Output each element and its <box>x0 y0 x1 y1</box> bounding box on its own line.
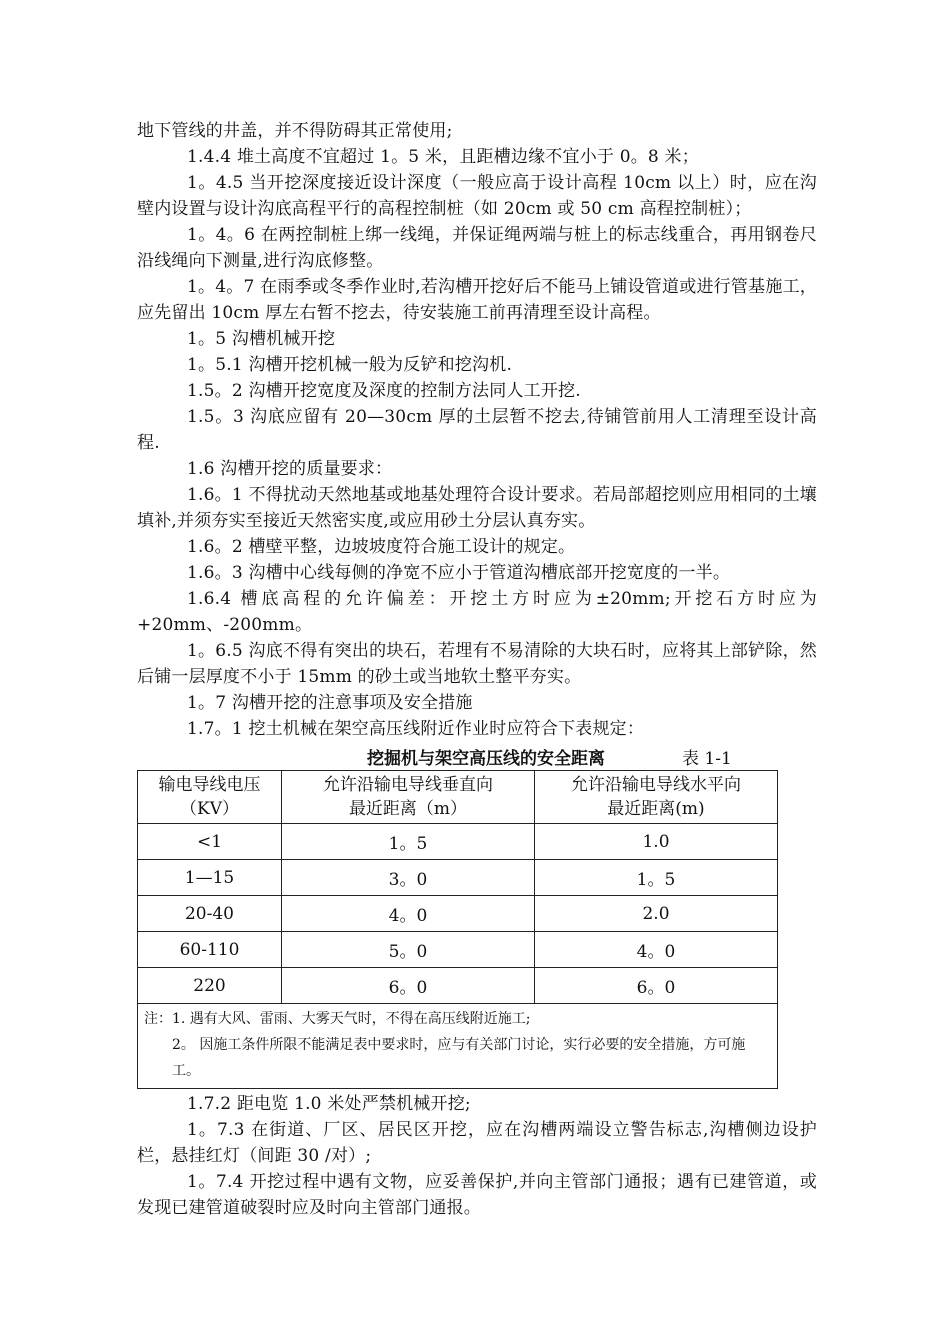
safety-distance-table <box>137 770 778 1089</box>
header-cell-horizontal: 允许沿输电导线水平向 最近距离(m) <box>535 771 778 824</box>
table-notes-row <box>138 1004 778 1089</box>
paragraph: 1。4.5 当开挖深度接近设计深度（一般应高于设计高程 10cm 以上）时，应在沟壁内设置与设计沟底高程平行的高程控制桩（如 20cm 或 50 cm 高程控制桩）； <box>137 173 817 219</box>
paragraph: 1.6。2 槽壁平整，边坡坡度符合施工设计的规定。 <box>187 537 576 557</box>
table-row <box>138 860 778 896</box>
paragraph: 1。4。7 在雨季或冬季作业时,若沟槽开挖好后不能马上铺设管道或进行管基施工，应先留出 10cm 厚左右暂不挖去，待安装施工前再清理至设计高程。 <box>137 277 817 323</box>
table-cell: 3。0 <box>282 860 535 896</box>
table-cell: 20-40 <box>138 896 282 932</box>
table-cell: 60-110 <box>138 932 282 968</box>
table-note: 2。 因施工条件所限不能满足表中要求时，应与有关部门讨论，实行必要的安全措施，方可施工。 <box>172 1037 746 1079</box>
paragraph: 1。7.4 开挖过程中遇有文物，应妥善保护,并向主管部门通报；遇有已建管道，或发现已建管道破裂时应及时向主管部门通报。 <box>137 1172 817 1218</box>
paragraph: 地下管线的井盖，并不得防碍其正常使用; <box>137 121 453 141</box>
table-cell: 220 <box>138 968 282 1004</box>
paragraph: 1.7.2 距电览 1.0 米处严禁机械开挖; <box>187 1094 471 1114</box>
table-cell: 6。0 <box>535 968 778 1004</box>
table-cell: 2.0 <box>535 896 778 932</box>
table-caption-row <box>137 742 817 770</box>
paragraphs-top <box>137 118 817 742</box>
table-cell: 1。5 <box>535 860 778 896</box>
paragraph: 1.7。1 挖土机械在架空高压线附近作业时应符合下表规定： <box>187 719 645 739</box>
paragraph: 1。4。6 在两控制桩上绑一线绳，并保证绳两端与桩上的标志线重合，再用钢卷尺沿线绳向下测量,进行沟底修整。 <box>137 225 817 271</box>
table-cell: 4。0 <box>282 896 535 932</box>
section-heading: 1.6 沟槽开挖的质量要求： <box>187 459 393 479</box>
paragraph: 1.5。3 沟底应留有 20—30cm 厚的土层暂不挖去,待铺管前用人工清理至设计高程. <box>137 407 817 453</box>
paragraph: 1。5.1 沟槽开挖机械一般为反铲和挖沟机. <box>187 355 513 375</box>
table-header-row <box>138 771 778 824</box>
table-number: 表 1-1 <box>682 749 732 769</box>
table-note: 注：1. 遇有大风、雷雨、大雾天气时，不得在高压线附近施工; <box>144 1011 531 1027</box>
table-notes <box>138 1004 778 1089</box>
table-cell: 1.0 <box>535 824 778 860</box>
table-cell: <1 <box>138 824 282 860</box>
paragraph: 1.5。2 沟槽开挖宽度及深度的控制方法同人工开挖. <box>187 381 581 401</box>
table-row <box>138 896 778 932</box>
paragraph: 1。6.5 沟底不得有突出的块石，若埋有不易清除的大块石时，应将其上部铲除，然后铺一层厚度不小于 15mm 的砂土或当地软土整平夯实。 <box>137 641 817 687</box>
header-cell-voltage: 输电导线电压 （KV） <box>138 771 282 824</box>
paragraph: 1.6。1 不得扰动天然地基或地基处理符合设计要求。若局部超挖则应用相同的土壤填补,并须夯实至接近天然密实度,或应用砂土分层认真夯实。 <box>137 485 817 531</box>
table-cell: 6。0 <box>282 968 535 1004</box>
table-row <box>138 968 778 1004</box>
table-caption: 挖掘机与架空高压线的安全距离 <box>367 749 605 769</box>
header-cell-vertical: 允许沿输电导线垂直向 最近距离（m） <box>282 771 535 824</box>
table-row <box>138 824 778 860</box>
table-cell: 1—15 <box>138 860 282 896</box>
table-cell: 5。0 <box>282 932 535 968</box>
section-heading: 1。7 沟槽开挖的注意事项及安全措施 <box>187 693 473 713</box>
document-page <box>137 118 817 1221</box>
paragraph: 1。7.3 在街道、厂区、居民区开挖，应在沟槽两端设立警告标志,沟槽侧边设护栏，悬挂红灯（间距 30 /对）; <box>137 1120 817 1166</box>
paragraph: 1.6。3 沟槽中心线每侧的净宽不应小于管道沟槽底部开挖宽度的一半。 <box>187 563 731 583</box>
table-cell: 1。5 <box>282 824 535 860</box>
table-cell: 4。0 <box>535 932 778 968</box>
table-row <box>138 932 778 968</box>
paragraphs-bottom <box>137 1091 817 1221</box>
section-heading: 1。5 沟槽机械开挖 <box>187 329 336 349</box>
paragraph: 1.6.4 槽底高程的允许偏差：开挖土方时应为±20mm;开挖石方时应为+20mm、-200mm。 <box>137 589 817 635</box>
paragraph: 1.4.4 堆土高度不宜超过 1。5 米，且距槽边缘不宜小于 0。8 米； <box>187 147 699 167</box>
